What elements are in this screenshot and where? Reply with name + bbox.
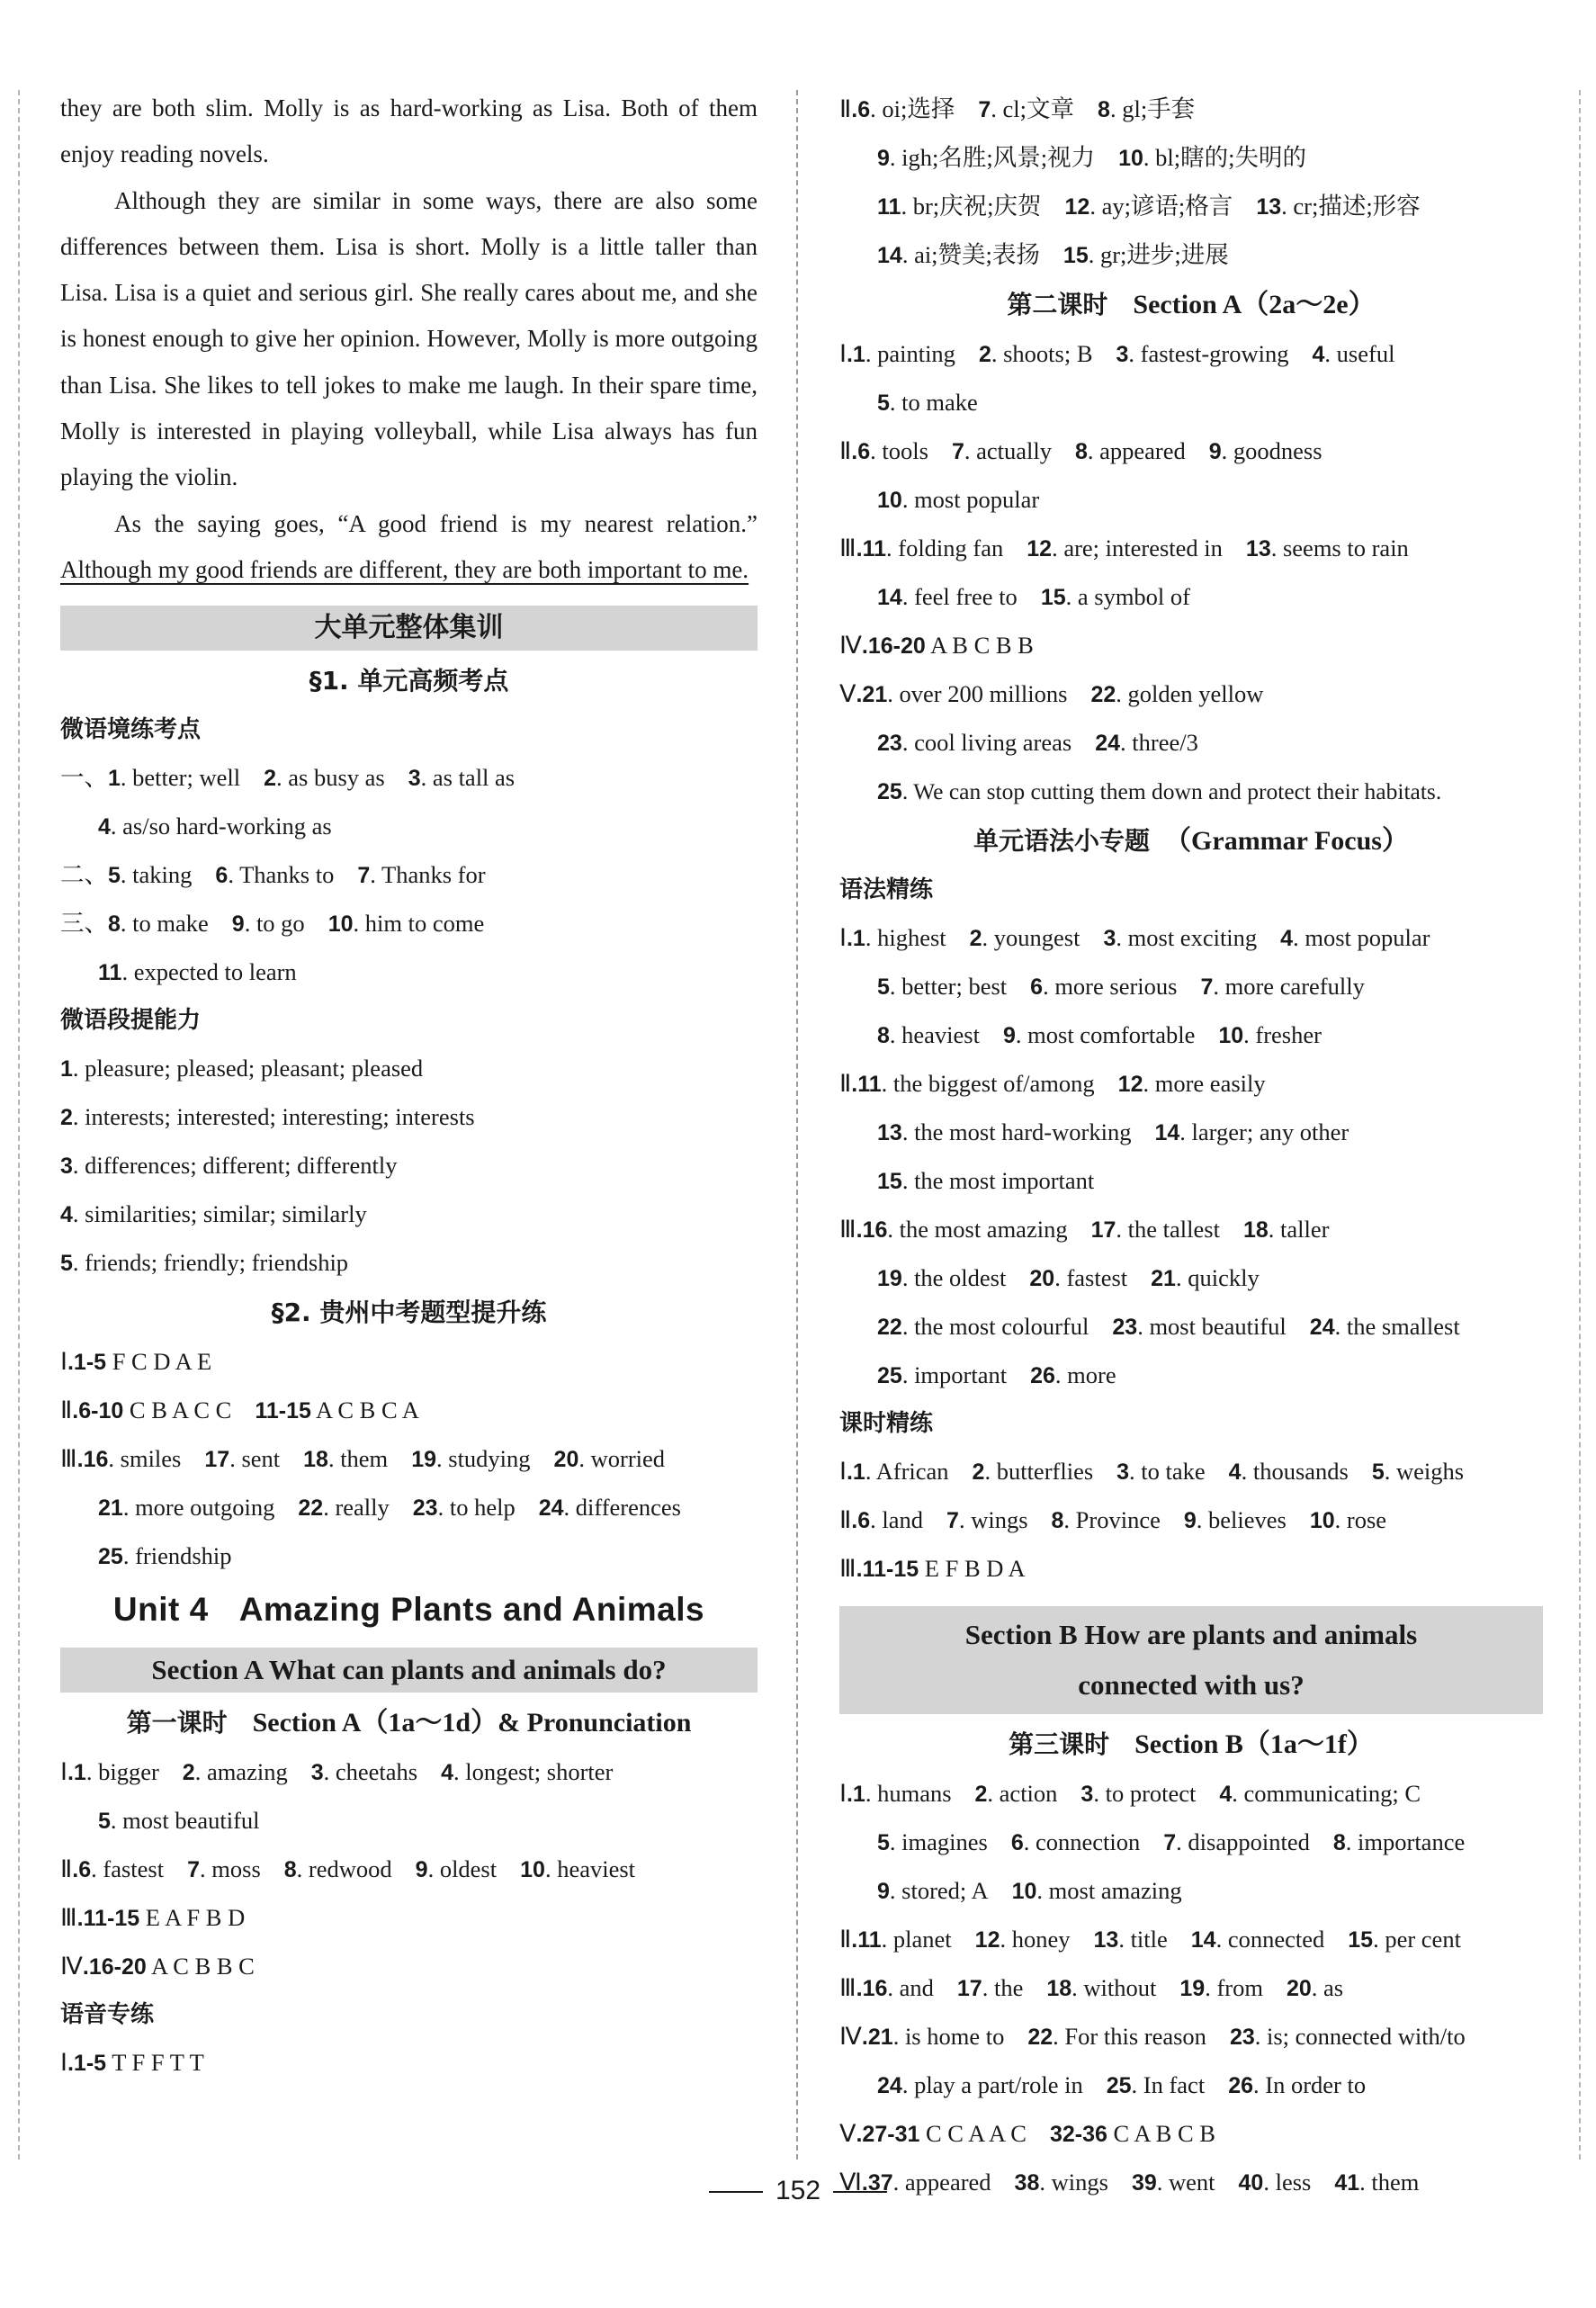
page-number: 152 [775,2176,821,2205]
answer-line: Ⅳ.16-20 A C B B C [60,1953,255,1980]
answer-line: Ⅳ.16-20 A B C B B [839,632,1034,659]
answer-line: Ⅲ.11-15 E A F B D [60,1904,246,1932]
answer-line: Ⅴ.27-31 C C A A C 32-36 C A B C B [839,2120,1215,2147]
answer-line: Ⅰ.1-5 T F F T T [60,2049,204,2077]
answer-line: 11. br;庆祝;庆贺 12. ay;谚语;格言 13. cr;描述;形容 [877,193,1421,220]
answer-line: Ⅰ.1. humans 2. action 3. to protect 4. communicating; C [839,1780,1421,1807]
answer-line: Ⅲ.16. the most amazing 17. the tallest 18. taller [839,1216,1330,1243]
answer-line: 22. the most colourful 23. most beautiful 24. the smallest [877,1313,1460,1340]
answer-line: 4. as/so hard-working as [98,813,332,840]
answer-line: 5. to make [877,389,978,416]
page-footer [0,2176,1596,2206]
micro-context-label: 微语境练考点 [60,716,202,744]
answer-line: Ⅰ.1. African 2. butterflies 3. to take 4. thousands 5. weighs [839,1458,1465,1485]
answer-line: 25. We can stop cutting them down and protect their habitats. [877,778,1442,804]
answer-line: 10. most popular [877,486,1040,513]
lesson-practice-label: 课时精练 [839,1410,934,1437]
lesson2-heading: 第二课时 Section A（2a～2e） [1007,290,1376,319]
answer-line: Ⅱ.11. planet 12. honey 13. title 14. connected 15. per cent [839,1926,1461,1953]
right-margin-rule [1579,90,1581,2160]
answer-line: 11. expected to learn [98,958,297,986]
phonetics-label: 语音专练 [60,2001,155,2029]
unit-name: Amazing Plants and Animals [238,1591,705,1629]
answer-line: Ⅲ.11. folding fan 12. are; interested in 13. seems to rain [839,534,1409,561]
answer-line: Ⅳ.21. is home to 22. For this reason 23. is; connected with/to [839,2023,1466,2050]
answer-line: 8. heaviest 9. most comfortable 10. fresher [877,1021,1322,1048]
answer-line: 5. imagines 6. connection 7. disappointed 8. importance [877,1828,1466,1855]
answer-line: Ⅲ.11-15 E F B D A [839,1555,1026,1582]
answer-line: 一、1. better; well 2. as busy as 3. as tall as [60,764,516,792]
answer-line: 19. the oldest 20. fastest 21. quickly [877,1264,1260,1291]
answer-line: 5. most beautiful [98,1807,260,1835]
answer-line: Ⅱ.6. land 7. wings 8. Province 9. believes 10. rose [839,1506,1387,1533]
answer-line: Ⅰ.1. highest 2. youngest 3. most exciting 4. most popular [839,924,1430,951]
list-item: 5. friends; friendly; friendship [60,1249,349,1277]
grammar-heading: 单元语法小专题 （Grammar Focus） [973,826,1409,856]
answer-line: 三、8. to make 9. to go 10. him to come [60,910,485,938]
answer-line: 13. the most hard-working 14. larger; any other [877,1118,1349,1145]
unit-training-bar: 大单元整体集训 [60,606,758,651]
grammar-practice-label: 语法精练 [839,876,934,903]
answer-line: 9. stored; A 10. most amazing [877,1877,1182,1904]
unit-title [60,1581,758,1639]
column-divider [796,90,798,2160]
answer-line: Ⅰ.1. painting 2. shoots; B 3. fastest-growing 4. useful [839,340,1395,367]
answer-line: Ⅰ.1-5 F C D A E [60,1348,212,1376]
answer-line: 23. cool living areas 24. three/3 [877,729,1198,756]
list-item: 1. pleasure; pleased; pleasant; pleased [60,1055,424,1082]
answer-line: 15. the most important [877,1167,1095,1194]
lesson3-heading: 第三课时 Section B（1a～1f） [1009,1729,1374,1759]
answer-line: 9. igh;名胜;风景;视力 10. bl;瞎的;失明的 [877,144,1307,171]
list-item: 2. interests; interested; interesting; interests [60,1103,475,1131]
answer-line: Ⅰ.1. bigger 2. amazing 3. cheetahs 4. longest; shorter [60,1758,614,1786]
left-column [60,85,758,2088]
essay-saying: As the saying goes, “A good friend is my nearest relation.” [114,509,758,537]
answer-line: Ⅱ.6. oi;选择 7. cl;文章 8. gl;手套 [839,95,1196,122]
paragraph-practice-label: 微语段提能力 [60,1007,202,1035]
answer-line: Ⅱ.6. fastest 7. moss 8. redwood 9. oldest 10. heaviest [60,1855,636,1883]
section2-heading: §2. 贵州中考题型提升练 [271,1298,547,1328]
answer-line: Ⅱ.11. the biggest of/among 12. more easily [839,1070,1266,1097]
essay-underlined-conclusion: Although my good friends are different, they are both important to me. [60,555,749,583]
essay-paragraph-1: they are both slim. Molly is as hard-working as Lisa. Both of them enjoy reading novels. [60,94,758,168]
lesson1-heading: 第一课时 Section A（1a～1d）& Pronunciation [126,1708,692,1738]
left-margin-rule [18,90,20,2160]
answer-line: Ⅵ.37. appeared 38. wings 39. went 40. less 41. them [839,2169,1420,2196]
answer-line: Ⅱ.6. tools 7. actually 8. appeared 9. goodness [839,437,1323,464]
essay-paragraph-2: Although they are similar in some ways, there are also some differences between them. Lisa is short. Molly is a little taller than Lisa. Lisa is a quiet and serious girl. She really cares about me, and she is honest enough to give her opinion. However, Molly is more outgoing than Lisa. She likes to tell jokes to make me laugh. In their spare time, Molly is interested in playing volleyball, while Lisa always has fun playing the violin. [60,186,758,491]
answer-line: Ⅲ.16. smiles 17. sent 18. them 19. studying 20. worried [60,1445,666,1473]
essay-paragraph-3 [60,501,758,594]
right-column [839,85,1543,2207]
answer-line: 5. better; best 6. more serious 7. more carefully [877,973,1365,1000]
answer-line: 14. feel free to 15. a symbol of [877,583,1190,610]
list-item: 3. differences; different; differently [60,1152,398,1180]
answer-line: 二、5. taking 6. Thanks to 7. Thanks for [60,861,486,889]
answer-line: 24. play a part/role in 25. In fact 26. In order to [877,2071,1367,2098]
answer-line: 25. friendship [98,1542,232,1570]
answer-line: Ⅱ.6-10 C B A C C 11-15 A C B C A [60,1396,419,1424]
section-a-bar: Section A What can plants and animals do? [60,1648,758,1693]
answer-line: 14. ai;赞美;表扬 15. gr;进步;进展 [877,241,1229,268]
section1-heading: §1. 单元高频考点 [309,666,509,696]
answer-line: 25. important 26. more [877,1361,1116,1388]
answer-line: Ⅴ.21. over 200 millions 22. golden yellow [839,680,1264,707]
list-item: 4. similarities; similar; similarly [60,1200,367,1228]
section-b-bar: Section B How are plants and animals connected with us? [839,1606,1543,1714]
answer-line: Ⅲ.16. and 17. the 18. without 19. from 20. as [839,1974,1344,2001]
unit-number: Unit 4 [112,1591,209,1629]
answer-line: 21. more outgoing 22. really 23. to help 24. differences [98,1494,681,1522]
